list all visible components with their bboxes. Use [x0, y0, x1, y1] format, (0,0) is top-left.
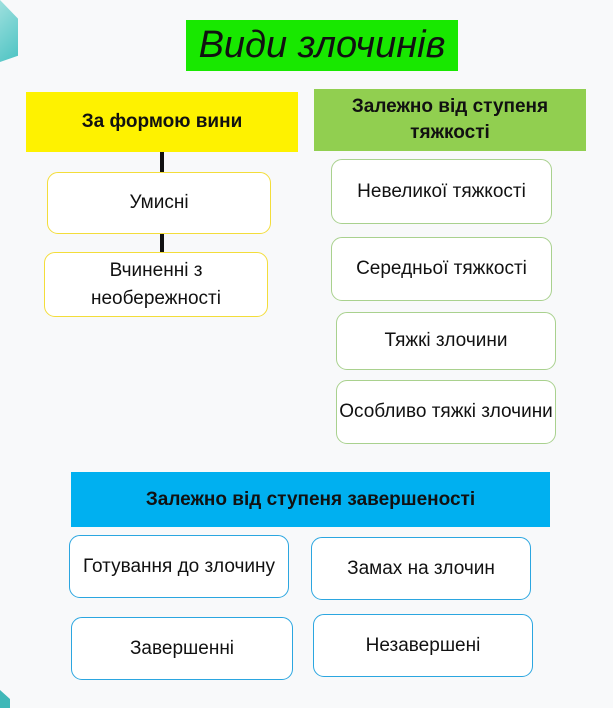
- diagram-title: Види злочинів: [186, 20, 458, 71]
- category-medium-severity: Середньої тяжкості: [331, 237, 552, 301]
- category-preparation: Готування до злочину: [69, 535, 289, 598]
- category-grave-crimes: Тяжкі злочини: [336, 312, 556, 370]
- category-incomplete: Незавершені: [313, 614, 533, 677]
- category-completed: Завершенні: [71, 617, 293, 680]
- header-by-severity: Залежно від ступеня тяжкості: [314, 89, 586, 151]
- category-attempt: Замах на злочин: [311, 537, 531, 600]
- corner-decoration: [0, 0, 18, 62]
- category-minor-severity: Невеликої тяжкості: [331, 159, 552, 224]
- category-intentional: Умисні: [47, 172, 271, 234]
- corner-decoration-bottom: [0, 690, 10, 708]
- connector-line: [160, 152, 164, 174]
- category-negligence: Вчиненні з необережності: [44, 252, 268, 317]
- header-by-completion: Залежно від ступеня завершеності: [71, 472, 550, 527]
- category-especially-grave: Особливо тяжкі злочини: [336, 380, 556, 444]
- connector-line: [160, 234, 164, 254]
- header-by-guilt: За формою вини: [26, 92, 298, 152]
